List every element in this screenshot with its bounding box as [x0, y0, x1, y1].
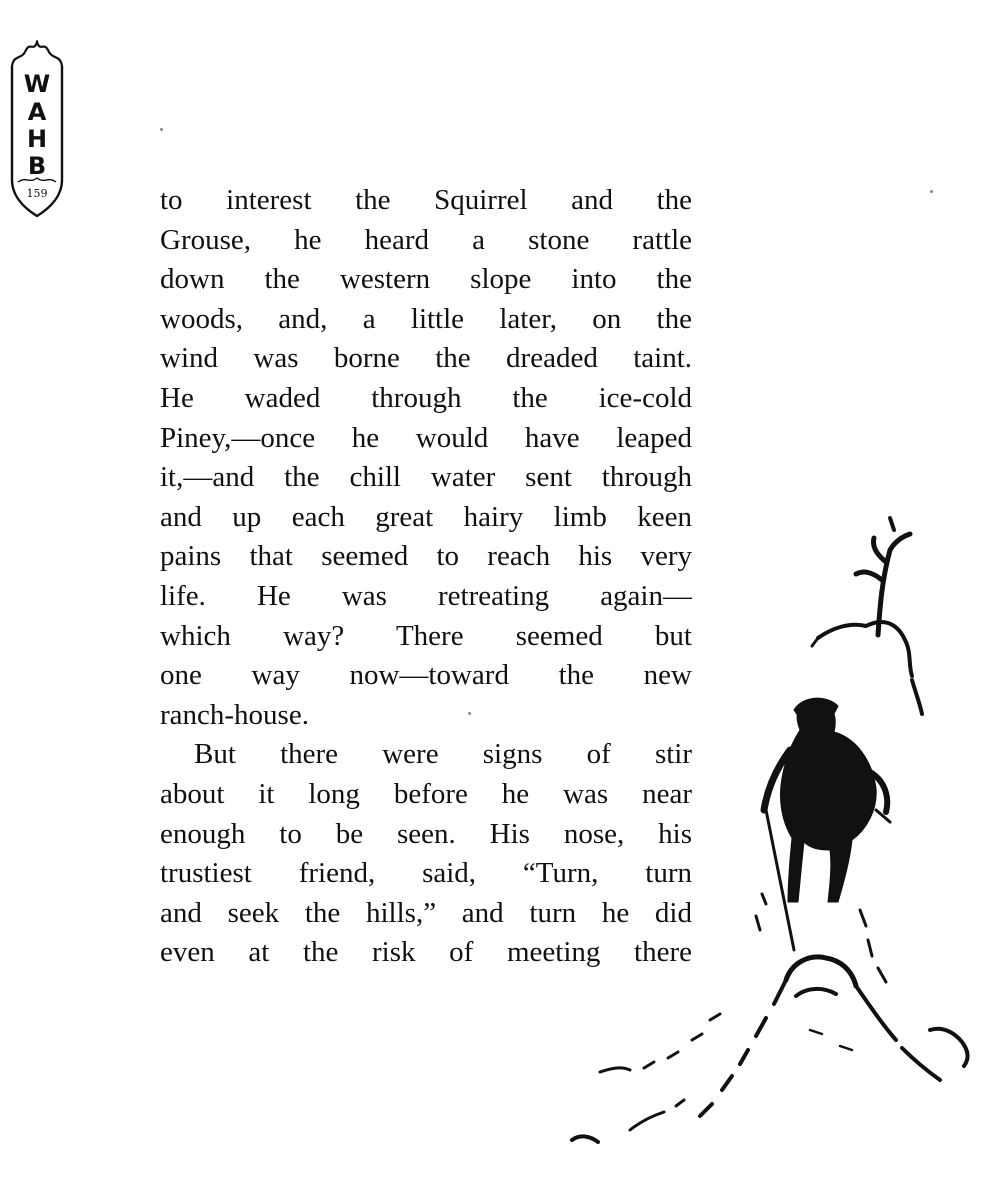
- shield-emblem-icon: [4, 40, 70, 218]
- text-line: one way now—toward the new: [160, 659, 692, 692]
- text-line: to interest the Squirrel and the: [160, 184, 692, 216]
- text-line: trustiest friend, said, “Turn, turn: [160, 857, 692, 890]
- text-line-paragraph-start: But there were signs of stir: [194, 738, 692, 771]
- text-line: even at the risk of meeting there: [160, 936, 692, 969]
- text-line: and seek the hills,” and turn he did: [160, 896, 692, 929]
- text-line: woods, and, a little later, on the: [160, 302, 692, 335]
- text-line: life. He was retreating again—: [160, 579, 692, 612]
- shield-letter-a: A: [27, 98, 47, 126]
- text-line: it,—and the chill water sent through: [160, 461, 692, 494]
- text-line: He waded through the ice-cold: [160, 381, 692, 414]
- text-line: which way? There seemed but: [160, 619, 692, 652]
- print-speck: [930, 190, 933, 193]
- text-line: pains that seemed to reach his very: [160, 540, 692, 573]
- text-line: down the western slope into the: [160, 263, 692, 296]
- print-speck: [160, 128, 163, 131]
- shield-letter-b: B: [27, 152, 47, 180]
- text-line: about it long before he was near: [160, 777, 692, 810]
- text-line: Piney,—once he would have leaped: [160, 421, 692, 454]
- print-speck: [468, 712, 471, 715]
- page-marker-shield: [4, 40, 70, 218]
- text-line: Grouse, he heard a stone rattle: [160, 223, 692, 256]
- text-line: enough to be seen. His nose, his: [160, 817, 692, 850]
- text-line: ranch-house.: [160, 698, 309, 731]
- shield-letter-w: W: [23, 70, 51, 98]
- bear-illustration: [560, 510, 990, 1170]
- text-line: and up each great hairy limb keen: [160, 500, 692, 533]
- text-line: wind was borne the dreaded taint.: [160, 342, 692, 375]
- page-number: 159: [26, 187, 48, 200]
- shield-letter-h: H: [26, 125, 48, 153]
- bear-on-hill-icon: [560, 510, 990, 1170]
